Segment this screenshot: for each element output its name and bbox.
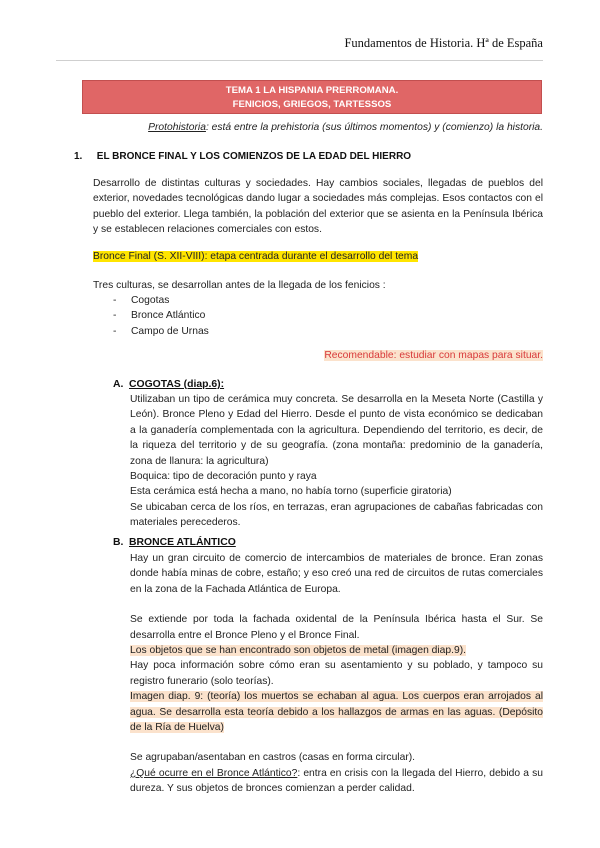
recommendation-note	[324, 348, 543, 363]
subsection-b-heading	[113, 537, 236, 548]
banner-title-line2: FENICIOS, GRIEGOS, TARTESSOS	[232, 99, 392, 110]
section-1-heading	[74, 151, 411, 162]
bronce-atlantico-paragraph-3: Hay poca información sobre cómo eran su asentamiento y su poblado, y tampoco su registro funerario (solo teorías).	[130, 660, 543, 687]
list-item: - Cogotas	[113, 295, 170, 306]
cogotas-paragraph-4: Se ubicaban cerca de los ríos, en terrazas, eran agrupaciones de cabañas fabricadas con materiales perecederos.	[130, 501, 543, 529]
list-item: - Bronce Atlántico	[113, 310, 206, 322]
banner-title-line1: TEMA 1 LA HISPANIA PRERROMANA.	[225, 85, 399, 96]
section-1-number: 1.	[74, 151, 83, 162]
bronce-atlantico-paragraph-5: ¿Qué ocurre en el Bronce Atlántico?: entra en crisis con la llegada del Hierro, debido a su dureza. Y sus objetos de bronces comienzan a perder calidad.	[130, 767, 543, 795]
protohistoria-note	[148, 122, 543, 133]
cogotas-paragraph-1: Utilizaban un tipo de cerámica muy concreta. Se desarrolla en la Meseta Norte (Castilla y León). Bronce Pleno y Edad del Hierro. Desde el punto de vista económico se dedicaban a la ganadería complementada con la agricultura. Dependiendo del territorio, es decir, de la riqueza del territorio y de su geografía. (zona montaña: predominio de la ganadería, zona de llanura: la agricultura)	[130, 394, 543, 467]
subsection-a-body	[130, 392, 543, 531]
list-item: - Campo de Urnas	[113, 325, 209, 337]
cogotas-paragraph-3: Esta cerámica está hecha a mano, no había torno (superficie giratoria)	[130, 486, 452, 498]
subsection-b-title: BRONCE ATLÁNTICO	[129, 537, 236, 548]
bronce-final-highlight	[93, 249, 418, 264]
bronce-atlantico-highlight-1: Los objetos que se han encontrado son objetos de metal (imagen diap.9).	[130, 645, 467, 657]
header-divider	[56, 60, 543, 61]
cultures-intro: Tres culturas, se desarrollan antes de la llegada de los fenicios :	[93, 280, 386, 291]
bronce-atlantico-highlight-2: Imagen diap. 9: (teoría) los muertos se echaban al agua. Los cuerpos eran arrojados al agua. Se desarrolla esta teoría debido a los hallazgos de armas en las aguas. (Depósito de la Ría de Huelva)	[130, 691, 543, 734]
subsection-b-letter: B.	[113, 537, 124, 548]
subsection-a-heading	[113, 379, 224, 390]
subsection-a-letter: A.	[113, 379, 124, 390]
page-header: Fundamentos de Historia. Hª de España	[344, 36, 543, 50]
subsection-a-title: COGOTAS (diap.6):	[129, 379, 225, 390]
cogotas-paragraph-2: Boquica: tipo de decoración punto y raya	[130, 471, 317, 483]
protohistoria-term: Protohistoria	[148, 122, 206, 133]
bronce-atlantico-question: ¿Qué ocurre en el Bronce Atlántico?	[130, 767, 298, 779]
title-banner	[82, 80, 542, 114]
section-1-title: EL BRONCE FINAL Y LOS COMIENZOS DE LA EDAD DEL HIERRO	[96, 151, 412, 162]
recommendation-text: Recomendable: estudiar con mapas para situar.	[324, 350, 543, 361]
protohistoria-definition: : está entre la prehistoria (sus últimos momentos) y (comienzo) la historia.	[205, 122, 543, 133]
cultures-list	[113, 293, 209, 339]
bronce-final-highlight-text: Bronce Final (S. XII-VIII): etapa centrada durante el desarrollo del tema	[93, 251, 419, 262]
bronce-atlantico-paragraph-2: Se extiende por toda la fachada oxidental de la Península Ibérica hasta el Sur. Se desarrolla entre el Bronce Pleno y el Bronce Final.	[130, 614, 543, 641]
bronce-atlantico-paragraph-4: Se agrupaban/asentaban en castros (casas en forma circular).	[130, 752, 416, 764]
subsection-b-body	[130, 551, 543, 797]
section-1-paragraph: Desarrollo de distintas culturas y sociedades. Hay cambios sociales, llegadas de pueblos del exterior, novedades tecnológicas dando lugar a sociedades más complejas. Esos contactos con el pueblo del exterior. Llega también, la población del exterior que se asienta en la Península Ibérica y se establecen relaciones comerciales con estos.	[93, 178, 543, 236]
bronce-atlantico-paragraph-1: Hay un gran circuito de comercio de intercambios de materiales de bronce. Eran zonas donde había minas de cobre, estaño; y eso creó una red de circuitos de rutas comerciales en la zona de la Fachada Atlántica de Europa.	[130, 553, 543, 595]
